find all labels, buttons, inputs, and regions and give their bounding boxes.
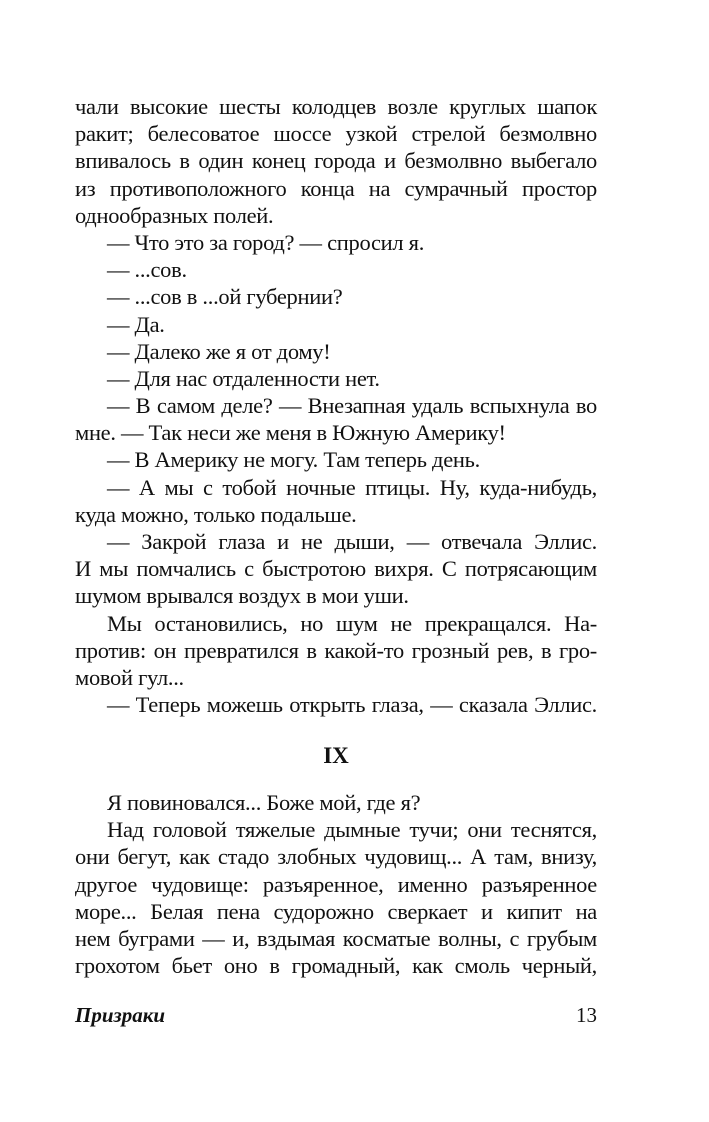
text-line: — В самом деле? — Внезапная удаль вспыхнула во — [107, 393, 597, 419]
text-line: впивалось в один конец города и безмолвно выбегало — [75, 148, 597, 174]
text-line: ракит; белесоватое шоссе узкой стрелой безмолвно — [75, 121, 597, 147]
text-line: мне. — Так неси же меня в Южную Америку! — [75, 420, 506, 446]
text-line: против: он превратился в какой-то грозный рев, в гро- — [75, 637, 597, 663]
text-line: — В Америку не могу. Там теперь день. — [107, 447, 480, 473]
running-footer-title: Призраки — [75, 1003, 166, 1027]
text-line: куда можно, только подальше. — [75, 501, 357, 527]
text-line: они бегут, как стадо злобных чудовищ... А там, внизу, — [75, 844, 597, 870]
text-line: — Да. — [107, 311, 165, 337]
text-line: — Далеко же я от дому! — [107, 338, 331, 364]
text-block-bottom — [75, 789, 597, 979]
text-line: нем буграми — и, вздымая косматые волны, с грубым — [75, 925, 597, 951]
text-line: — А мы с тобой ночные птицы. Ну, куда-нибудь, — [107, 474, 597, 500]
text-line: море... Белая пена судорожно сверкает и кипит на — [75, 898, 597, 924]
chapter-heading: IX — [323, 743, 349, 768]
page-number: 13 — [576, 1003, 597, 1027]
text-line: — Теперь можешь открыть глаза, — сказала Эллис. — [107, 692, 597, 718]
text-line: Я повиновался... Боже мой, где я? — [107, 790, 421, 815]
text-line: из противоположного конца на сумрачный простор — [75, 175, 597, 201]
text-line: — ...сов. — [107, 257, 187, 283]
text-line: чали высокие шесты колодцев возле круглых шапок — [75, 94, 597, 119]
text-line: грохотом бьет оно в громадный, как смоль черный, — [75, 953, 597, 979]
text-line: — Закрой глаза и не дыши, — отвечала Эллис. — [107, 529, 597, 554]
text-line: И мы помчались с быстротою вихря. С потрясающим — [75, 556, 597, 582]
text-block-top — [75, 93, 597, 718]
text-line: — ...сов в ...ой губернии? — [107, 284, 343, 310]
text-line: Мы остановились, но шум не прекращался. На- — [107, 610, 597, 636]
text-line: другое чудовище: разъяренное, именно разъяренное — [75, 871, 597, 897]
text-line: однообразных полей. — [75, 202, 274, 228]
text-line: шумом врывался воздух в мои уши. — [75, 583, 409, 609]
text-line: мовой гул... — [75, 664, 184, 690]
text-line: Над головой тяжелые дымные тучи; они теснятся, — [107, 817, 597, 843]
text-line: — Для нас отдаленности нет. — [107, 365, 380, 391]
text-line: — Что это за город? — спросил я. — [107, 229, 425, 255]
